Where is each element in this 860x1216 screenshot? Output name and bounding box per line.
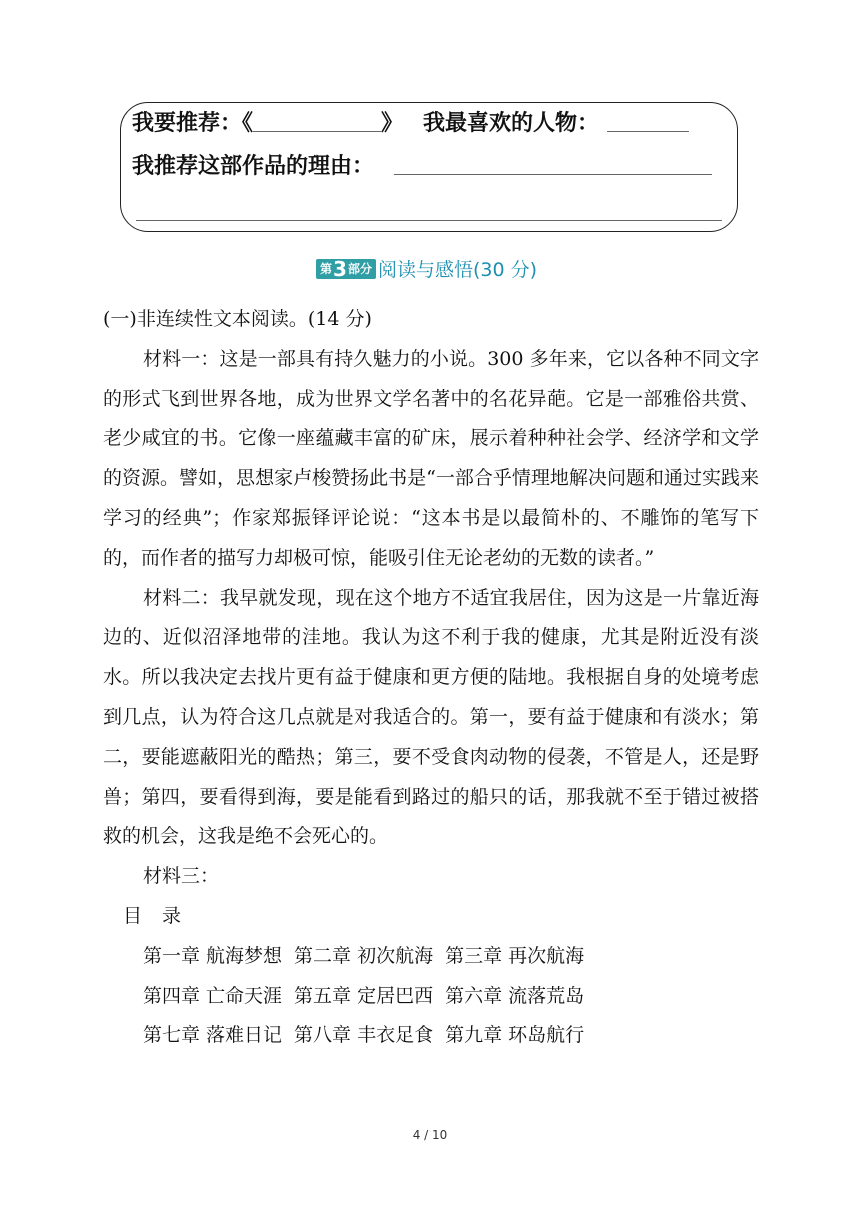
toc-item: 第四章 亡命天涯: [143, 984, 283, 1007]
recommend-bracket-close: 》: [381, 111, 404, 136]
reading-content: [103, 300, 759, 1056]
toc-item: 第五章 定居巴西: [294, 984, 434, 1007]
toc-item: 第一章 航海梦想: [143, 944, 283, 967]
toc-row: [103, 937, 759, 977]
toc-item: 第八章 丰衣足食: [294, 1024, 434, 1047]
toc-item: 第三章 再次航海: [445, 944, 585, 967]
section-badge: 第 3 部分: [316, 259, 376, 279]
reason-blank-line-2[interactable]: [136, 220, 722, 221]
favorite-character-label: 我最喜欢的人物：: [423, 111, 600, 136]
toc-item: 第六章 流落荒岛: [445, 984, 585, 1007]
material-three-label: 材料三：: [143, 865, 220, 888]
material-two: 材料二：我早就发现，现在这个地方不适宜我居住，因为这是一片靠近海边的、近似沼泽地带的洼地。我认为这不利于我的健康，尤其是附近没有淡水。所以我决定去找片更有益于健康和更方便的陆地。我根据自身的处境考虑到几点，认为符合这几点就是对我适合的。第一，要有益于健康和有淡水；第二，要能遮蔽阳光的酷热；第三，要不受食肉动物的侵袭，不管是人，还是野兽；第四，要看得到海，要是能看到路过的船只的话，那我就不至于错过被搭救的机会，这我是绝不会死心的。: [103, 586, 759, 848]
reason-label: 我推荐这部作品的理由：: [132, 154, 375, 179]
toc-item: 第二章 初次航海: [294, 944, 434, 967]
toc-row: [103, 977, 759, 1017]
recommend-line-1: [132, 109, 689, 139]
part-heading: (一)非连续性文本阅读。(14 分): [103, 308, 372, 330]
section-title: [316, 255, 537, 282]
recommend-label: 我要推荐：《: [132, 111, 254, 136]
favorite-character-blank[interactable]: [607, 109, 689, 132]
toc-row: [103, 1016, 759, 1056]
recommend-line-2: [132, 152, 712, 182]
toc-item: 第七章 落难日记: [143, 1024, 283, 1047]
page-number: 4 / 10: [412, 1128, 448, 1142]
material-one: 材料一：这是一部具有持久魅力的小说。300 多年来，它以各种不同文字的形式飞到世界各地，成为世界文学名著中的名花异葩。它是一部雅俗共赏、老少咸宜的书。它像一座蕴藏丰富的矿床，展示着种种社会学、经济学和文学的资源。譬如，思想家卢梭赞扬此书是“一部合乎情理地解决问题和通过实践来学习的经典”；作家郑振铎评论说：“这本书是以最简朴的、不雕饰的笔写下的，而作者的描写力却极可惊，能吸引住无论老幼的无数的读者。”: [103, 347, 759, 569]
section-heading: 阅读与感悟(30 分): [377, 259, 537, 281]
toc-item: 第九章 环岛航行: [445, 1024, 585, 1047]
reason-blank[interactable]: [394, 152, 712, 175]
book-title-blank[interactable]: [253, 109, 381, 132]
toc-title: 目录: [123, 904, 202, 927]
